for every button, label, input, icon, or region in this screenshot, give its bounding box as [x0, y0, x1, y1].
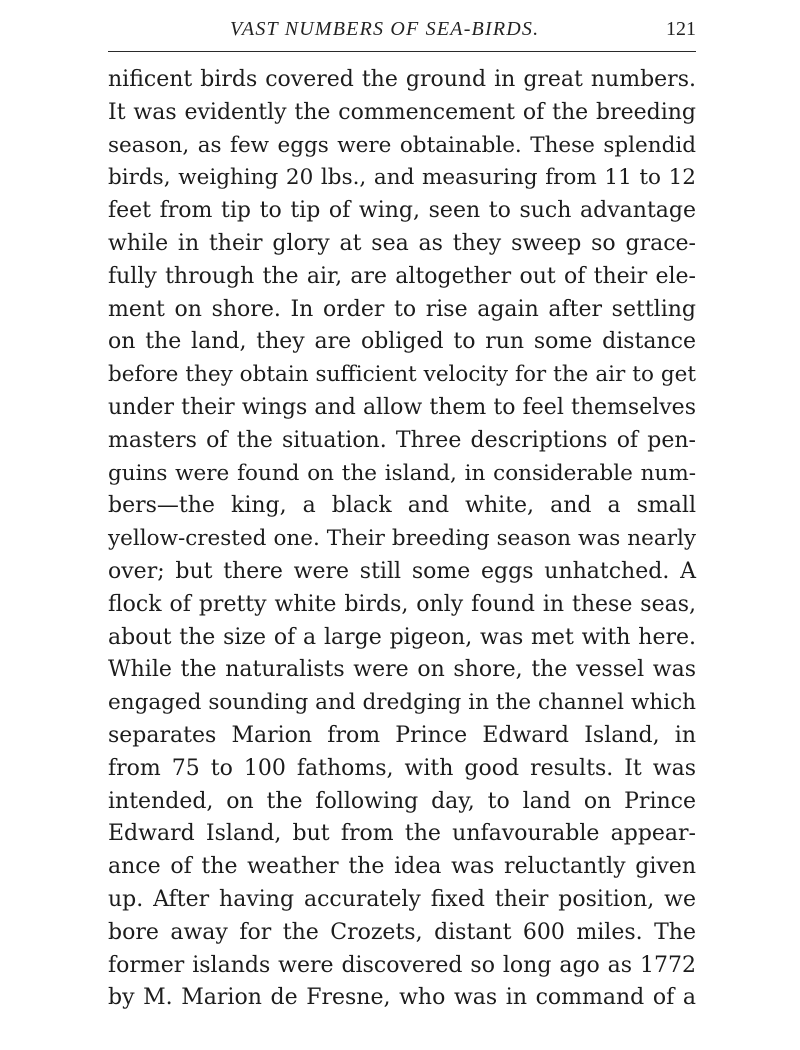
- text-line: nificent birds covered the ground in great numbers.: [108, 67, 696, 92]
- text-line: While the naturalists were on shore, the vessel was: [108, 657, 696, 683]
- text-line: intended, on the following day, to land on Prince: [108, 788, 696, 814]
- text-line: ment on shore. In order to rise again after settling: [108, 296, 696, 322]
- header-rule: [108, 51, 696, 52]
- running-head-title: VAST NUMBERS OF SEA-BIRDS.: [230, 18, 540, 40]
- text-line: Edward Island, but from the unfavourable appear-: [108, 821, 696, 847]
- text-line: over; but there were still some eggs unhatched. A: [108, 558, 696, 584]
- text-line: fully through the air, are altogether out of their ele-: [108, 263, 696, 289]
- text-line: flock of pretty white birds, only found in these seas,: [108, 591, 696, 617]
- text-line: It was evidently the commencement of the breeding: [108, 99, 696, 125]
- page-number: 121: [666, 18, 696, 40]
- text-line: under their wings and allow them to feel themselves: [108, 394, 696, 420]
- text-line: separates Marion from Prince Edward Island, in: [108, 722, 696, 748]
- text-line: yellow-crested one. Their breeding season was nearly: [108, 526, 696, 552]
- text-line: by M. Marion de Fresne, who was in command of a: [108, 985, 696, 1011]
- text-line: up. After having accurately fixed their position, we: [108, 886, 696, 912]
- text-line: feet from tip to tip of wing, seen to such advantage: [108, 198, 696, 224]
- text-line: former islands were discovered so long ago as 1772: [108, 952, 696, 978]
- text-line: season, as few eggs were obtainable. These splendid: [108, 132, 696, 158]
- text-line: bore away for the Crozets, distant 600 miles. The: [108, 919, 696, 945]
- running-head: [108, 18, 696, 48]
- text-line: masters of the situation. Three descriptions of pen-: [108, 427, 696, 453]
- text-line: birds, weighing 20 lbs., and measuring from 11 to 12: [108, 165, 696, 191]
- text-line: engaged sounding and dredging in the channel which: [108, 690, 696, 716]
- text-line: guins were found on the island, in considerable num-: [108, 460, 696, 486]
- text-line: bers—the king, a black and white, and a small: [108, 493, 696, 519]
- text-line: on the land, they are obliged to run some distance: [108, 329, 696, 355]
- text-line: about the size of a large pigeon, was met with here.: [108, 624, 696, 650]
- text-line: while in their glory at sea as they sweep so grace-: [108, 230, 696, 256]
- text-line: from 75 to 100 fathoms, with good results. It was: [108, 755, 696, 781]
- text-line: ance of the weather the idea was reluctantly given: [108, 854, 696, 880]
- text-line: before they obtain sufficient velocity for the air to get: [108, 362, 696, 388]
- body-text: [108, 64, 696, 1015]
